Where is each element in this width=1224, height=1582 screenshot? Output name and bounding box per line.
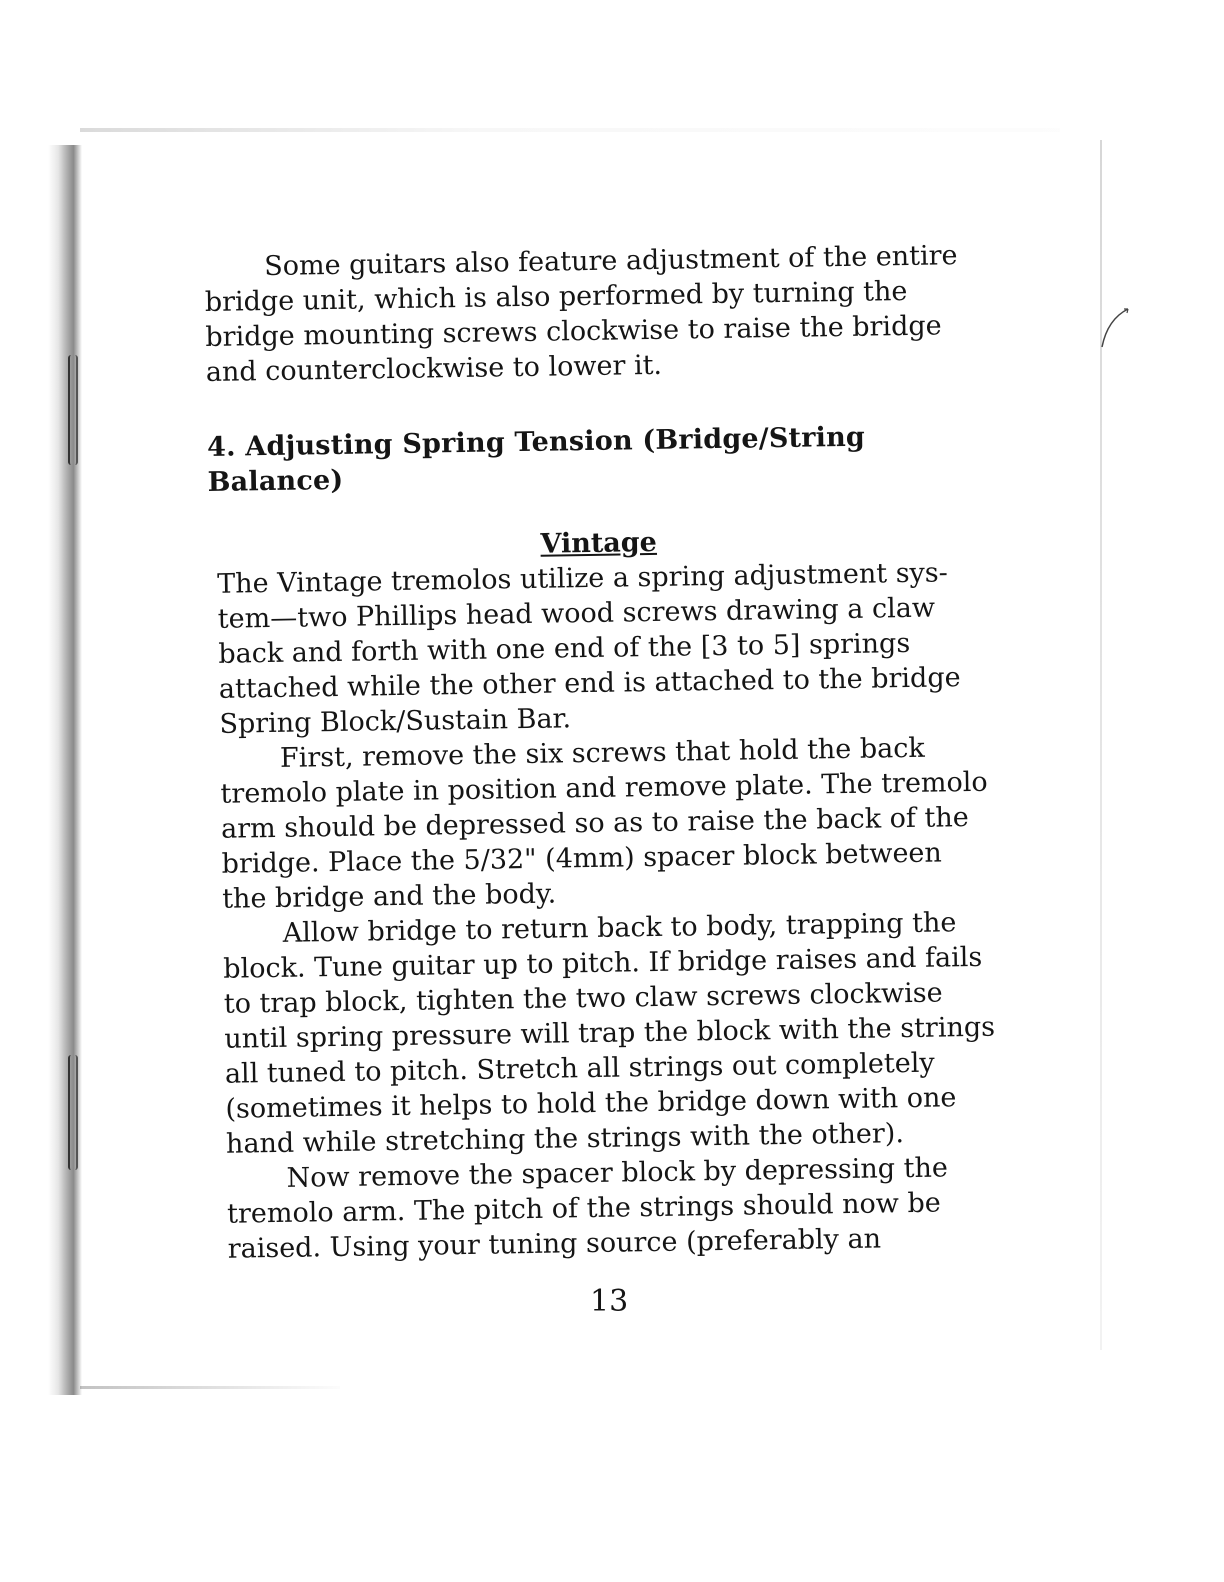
staple-bottom [68,1055,78,1170]
page-number: 13 [590,1284,629,1319]
staple-top [68,355,78,465]
scan-shadow-top [80,128,1060,132]
section-heading: 4. Adjusting Spring Tension (Bridge/String Balance) [206,421,866,498]
scan-shadow-bottom [80,1386,340,1389]
paragraph-intro: Some guitars also feature adjustment of the entire bridge unit, which is also performed by turning the bridge mounting screws clockwise to raise the bridge and counterclockwise to lower it. [204,240,958,388]
page-content [204,238,1000,1267]
paragraph: First, remove the six screws that hold the back tremolo plate in position and remove plate. The tremolo arm should be depressed so as to raise the back of the bridge. Place the 5/32" (4mm) spacer block between the bridge and the body. [220,732,988,915]
binding-edge [48,145,82,1395]
pen-mark-icon [1098,305,1134,351]
paragraph: Now remove the spacer block by depressing the tremolo arm. The pitch of the strings should now be raised. Using your tuning source (preferably an [226,1152,949,1265]
paragraph: Allow bridge to return back to body, trapping the block. Tune guitar up to pitch. If bridge raises and fails to trap block, tighten the two claw screws clockwise until spring pressure will trap the block with the strings all tuned to pitch. Stretch all strings out completely (sometimes it helps to hold the bridge down with one hand while stretching the strings with the other). [223,907,996,1160]
paragraph: The Vintage tremolos utilize a spring adjustment sys-tem—two Phillips head wood screws drawing a claw back and forth with one end of the [3 to 5] springs attached while the other end is attached to the bridge Spring Block/Sustain Bar. [217,557,961,740]
subheading-vintage: Vintage [540,526,658,560]
vintage-section [217,555,1000,1267]
